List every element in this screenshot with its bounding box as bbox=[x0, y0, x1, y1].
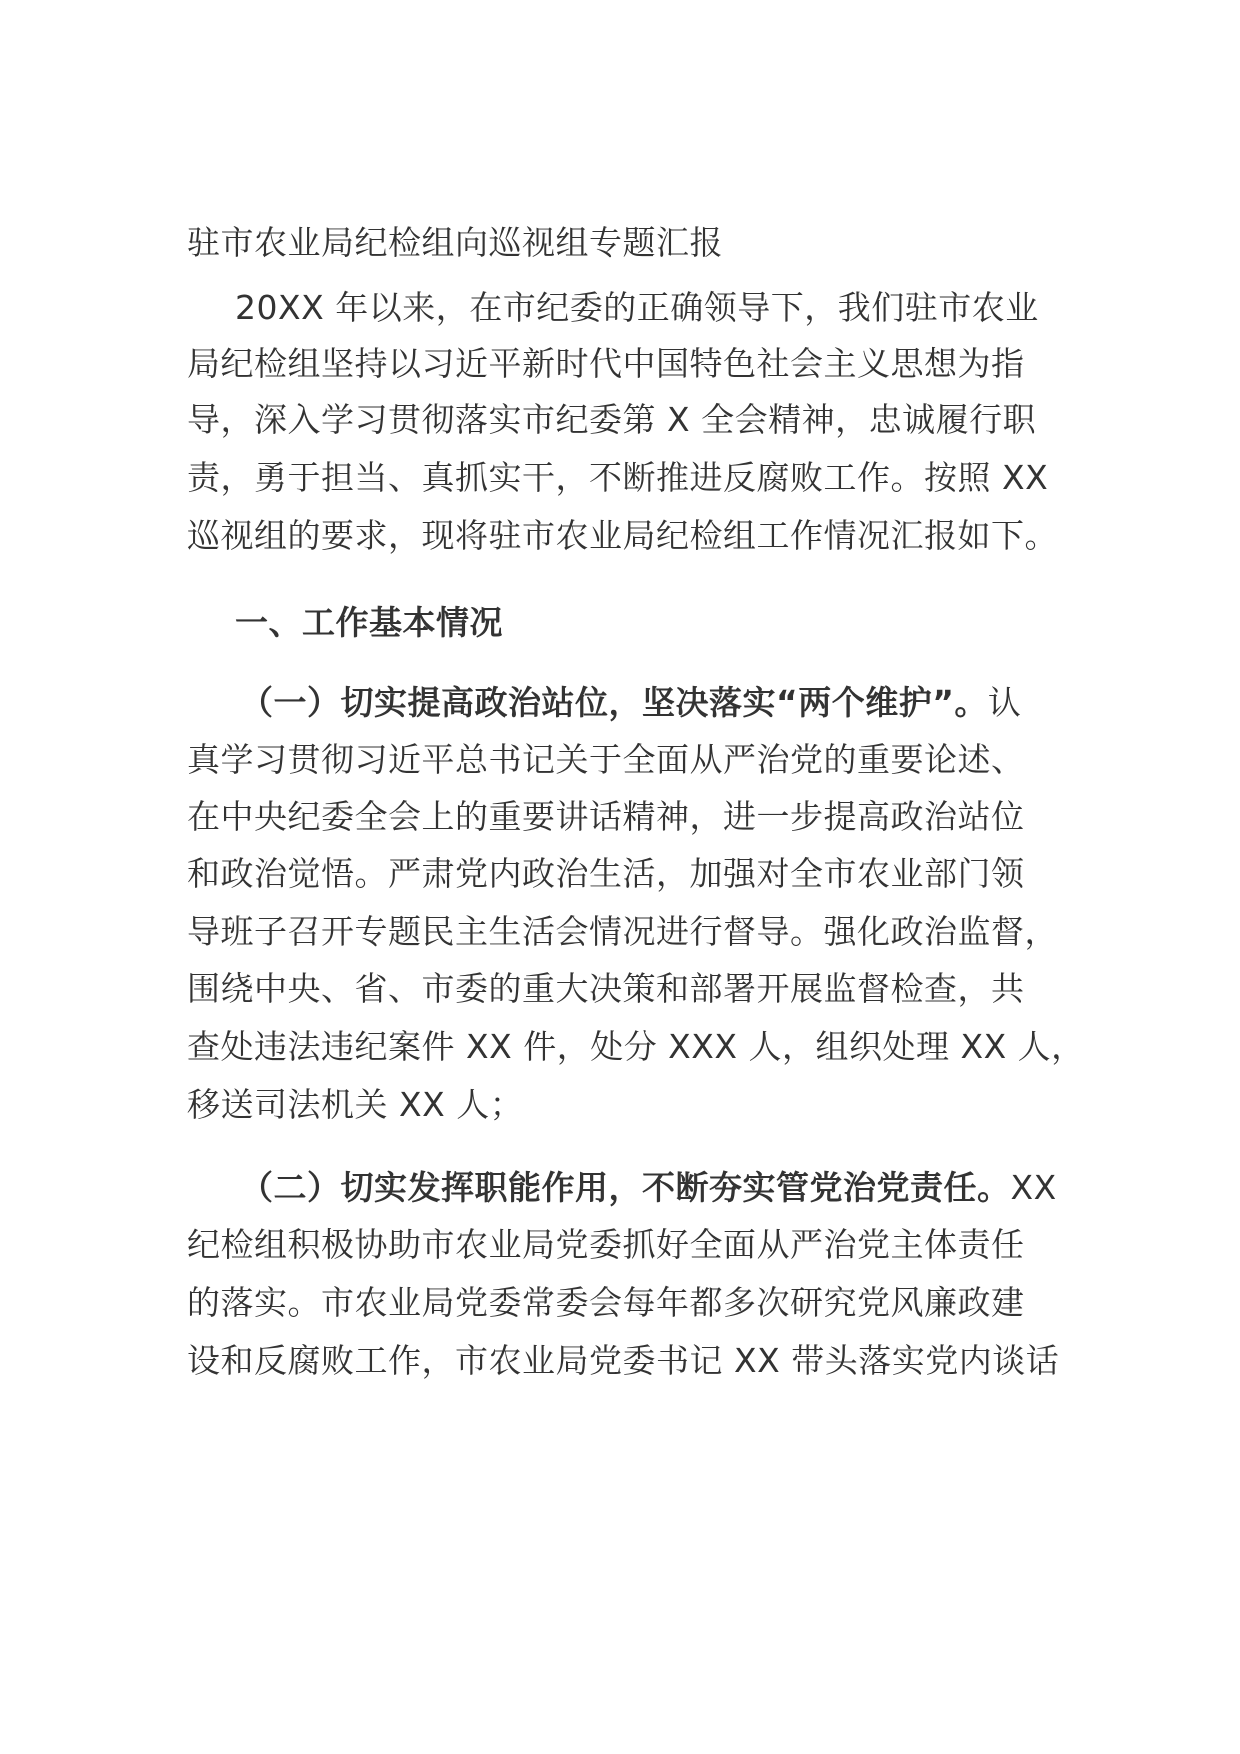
item1-lead: （一）切实提高政治站位，坚决落实“两个维护”。 bbox=[240, 683, 988, 722]
item2-lead: （二）切实发挥职能作用，不断夯实管党治党责任。 bbox=[240, 1168, 1011, 1207]
item2-line-4: 设和反腐败工作，市农业局党委书记 XX 带头落实党内谈话 bbox=[187, 1341, 1060, 1380]
item1-line-5: 导班子召开专题民主生活会情况进行督导。强化政治监督， bbox=[187, 912, 1058, 951]
intro-line-2: 局纪检组坚持以习近平新时代中国特色社会主义思想为指 bbox=[187, 344, 1025, 383]
item1-first-line bbox=[240, 680, 1021, 726]
item1-line-8: 移送司法机关 XX 人； bbox=[187, 1085, 524, 1124]
item1-first-line-tail: 认 bbox=[987, 683, 1022, 722]
item1-line-2: 真学习贯彻习近平总书记关于全面从严治党的重要论述、 bbox=[187, 740, 1025, 779]
item1-line-7: 查处违法违纪案件 XX 件，处分 XXX 人，组织处理 XX 人， bbox=[187, 1027, 1085, 1066]
item2-first-line-tail: XX bbox=[1010, 1168, 1057, 1207]
item2-first-line bbox=[240, 1165, 1057, 1211]
document-title: 驻市农业局纪检组向巡视组专题汇报 bbox=[187, 223, 723, 262]
item2-line-2: 纪检组积极协助市农业局党委抓好全面从严治党主体责任 bbox=[187, 1225, 1025, 1264]
intro-line-4: 责，勇于担当、真抓实干，不断推进反腐败工作。按照 XX bbox=[187, 458, 1049, 497]
intro-line-1: 20XX 年以来，在市纪委的正确领导下，我们驻市农业 bbox=[235, 288, 1039, 327]
item1-line-4: 和政治觉悟。严肃党内政治生活，加强对全市农业部门领 bbox=[187, 854, 1025, 893]
intro-line-5: 巡视组的要求，现将驻市农业局纪检组工作情况汇报如下。 bbox=[187, 516, 1058, 555]
item1-line-6: 围绕中央、省、市委的重大决策和部署开展监督检查，共 bbox=[187, 969, 1025, 1008]
intro-line-3: 导，深入学习贯彻落实市纪委第 X 全会精神，忠诚履行职 bbox=[187, 400, 1037, 439]
item2-line-3: 的落实。市农业局党委常委会每年都多次研究党风廉政建 bbox=[187, 1283, 1025, 1322]
item1-line-3: 在中央纪委全会上的重要讲话精神，进一步提高政治站位 bbox=[187, 797, 1025, 836]
section-heading-1: 一、工作基本情况 bbox=[235, 603, 503, 642]
